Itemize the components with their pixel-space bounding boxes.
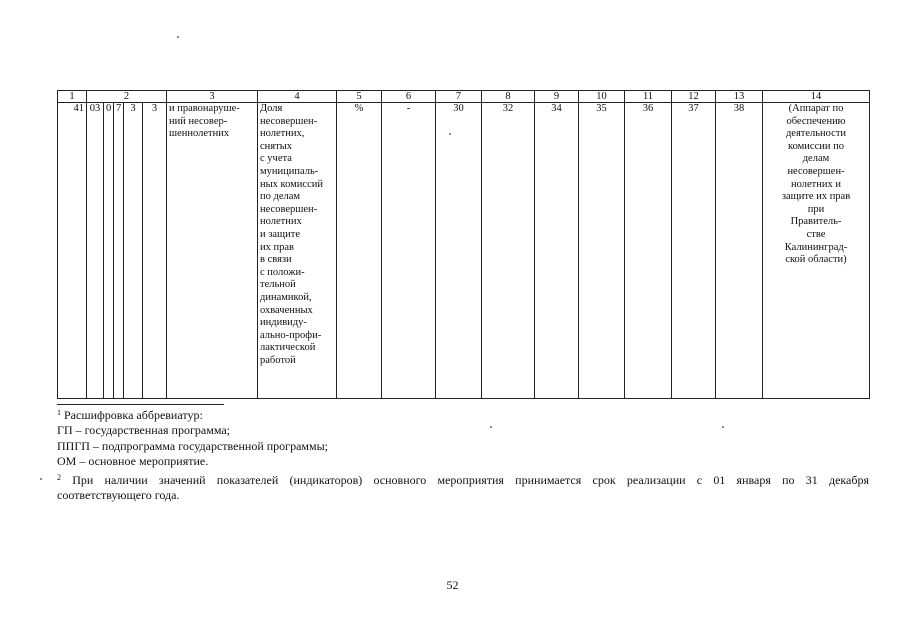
header-col-2: 2 (87, 91, 167, 103)
scan-speck (722, 426, 724, 428)
base-value-cell: - (382, 103, 436, 399)
scan-speck (449, 133, 451, 135)
footnote-2-line-2: соответствующего года. (57, 488, 180, 503)
header-col-11: 11 (625, 91, 672, 103)
header-col-13: 13 (716, 91, 763, 103)
header-col-12: 12 (672, 91, 716, 103)
header-col-3: 3 (167, 91, 258, 103)
scan-speck (490, 426, 492, 428)
footnote-2-line-1: $^2$ При наличии значений показателей (индикаторов) основного мероприятия принимается срок реализации с 01 января по 31 декабря (57, 472, 870, 487)
code-part-4: 3 (124, 103, 143, 399)
unit-cell: % (337, 103, 382, 399)
page-number: 52 (446, 578, 459, 592)
value-cell-12: 37 (672, 103, 716, 399)
scan-speck (40, 478, 42, 480)
event-name-cell: и правонаруше- ний несовер- шеннолетних (167, 103, 258, 399)
footnote-2-mark: 2 (57, 472, 61, 482)
header-col-8: 8 (482, 91, 535, 103)
responsible-executor-cell: (Аппарат по обеспечению деятельности комиссии по делам несовершен- нолетних и защите их прав при Правитель- стве Калининград- ской области) (763, 103, 870, 399)
code-part-om: 7 (114, 103, 124, 399)
code-part-ppgp: 0 (104, 103, 114, 399)
value-cell-9: 34 (535, 103, 579, 399)
header-col-4: 4 (258, 91, 337, 103)
indicators-table (57, 90, 870, 399)
code-part-5: 3 (143, 103, 167, 399)
header-col-6: 6 (382, 91, 436, 103)
abbrev-om: ОМ – основное мероприятие. (57, 454, 209, 469)
header-col-5: 5 (337, 91, 382, 103)
header-col-1: 1 (58, 91, 87, 103)
indicator-name-cell: Доля несовершен- нолетних, снятых с учета муниципаль- ных комиссий по делам несовершен- нолетних и защите их прав в связи с положи- тельной динамикой, охваченных индивиду- ально-профи- лактической работой (258, 103, 337, 399)
abbrev-ppgp: ППГП – подпрограмма государственной программы; (57, 438, 328, 453)
abbrev-gp: ГП – государственная программа; (57, 423, 230, 438)
header-number-row (58, 91, 870, 103)
value-cell-13: 38 (716, 103, 763, 399)
scan-speck (177, 36, 179, 38)
footnotes (57, 405, 869, 503)
value-cell-10: 35 (579, 103, 625, 399)
code-part-gp: 03 (87, 103, 104, 399)
value-cell-11: 36 (625, 103, 672, 399)
header-col-14: 14 (763, 91, 870, 103)
header-col-9: 9 (535, 91, 579, 103)
footnote-1-mark: 1 (57, 408, 61, 417)
footnote-1-title: $^1$ Расшифровка аббревиатур: (57, 408, 203, 422)
value-cell-8: 32 (482, 103, 535, 399)
header-col-7: 7 (436, 91, 482, 103)
table-row (58, 103, 870, 399)
header-col-10: 10 (579, 91, 625, 103)
row-number-cell: 41 (58, 103, 87, 399)
value-cell-7: 30 (436, 103, 482, 399)
